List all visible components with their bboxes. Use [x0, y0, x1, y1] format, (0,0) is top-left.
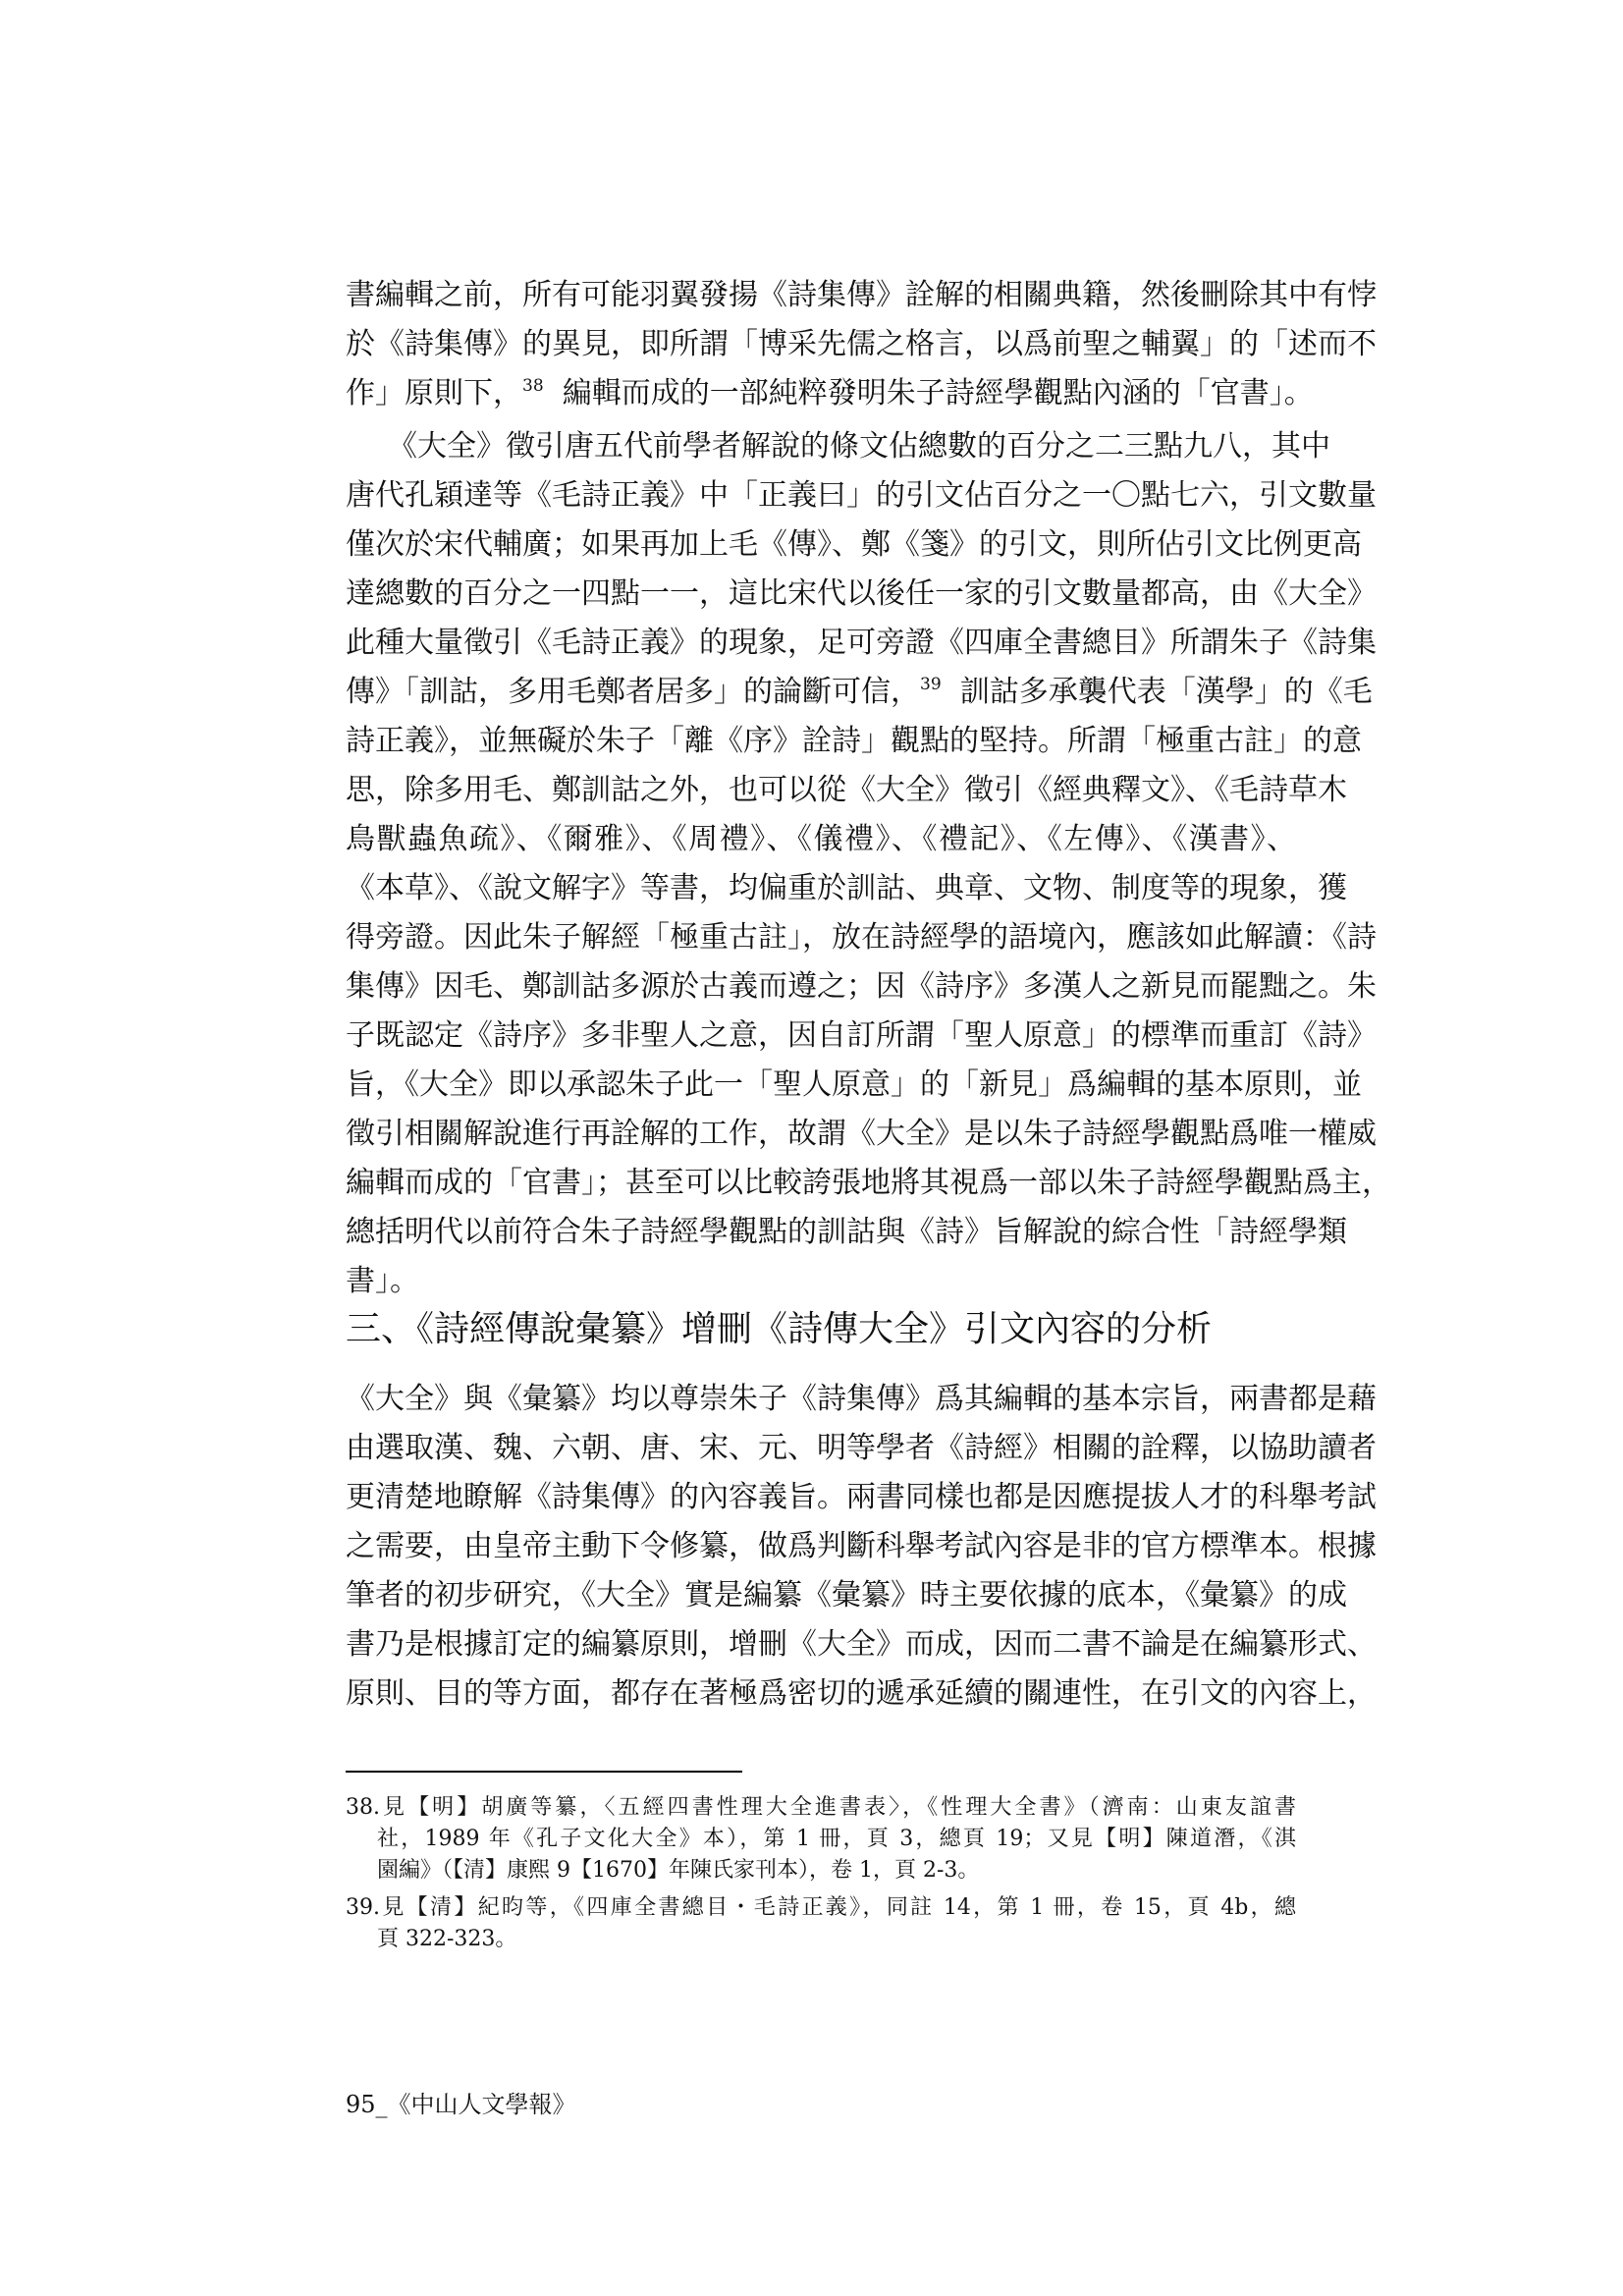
- body-line: 書」。: [346, 1264, 419, 1298]
- body-line: 編輯而成的「官書」；甚至可以比較誇張地將其視爲一部以朱子詩經學觀點爲主，: [346, 1166, 1391, 1200]
- footnote-39-line: 頁 322-323。: [377, 1927, 517, 1951]
- body-line: [346, 375, 1314, 412]
- footnote-ref-38: 38: [522, 376, 544, 396]
- footnote-39-line: 39.見【清】紀昀等，《四庫全書總目・毛詩正義》，同註 14，第 1 冊，卷 15，頁 4b，總: [346, 1895, 1296, 1920]
- body-line: 詩正義》，並無礙於朱子「離《序》詮詩」觀點的堅持。所謂「極重古註」的意: [346, 724, 1362, 758]
- body-line: 於《詩集傳》的異見，即所謂「博采先儒之格言，以爲前聖之輔翼」的「述而不: [346, 327, 1377, 361]
- body-text: 訓詁多承襲代表「漢學」的《毛: [959, 675, 1373, 709]
- body-line: 《本草》、《說文解字》等書，均偏重於訓詁、典章、文物、制度等的現象，獲: [346, 871, 1347, 905]
- footnote-38-line: 園編》（【清】康熙 9【1670】年陳氏家刊本），卷 1，頁 2-3。: [377, 1858, 980, 1883]
- body-text: 編輯而成的一部純粹發明朱子詩經學觀點內涵的「官書」。: [562, 376, 1314, 410]
- body-line: 唐代孔穎達等《毛詩正義》中「正義曰」的引文佔百分之一〇點七六，引文數量: [346, 478, 1377, 513]
- footnote-ref-39: 39: [920, 675, 942, 694]
- body-line: 書編輯之前，所有可能羽翼發揚《詩集傳》詮解的相關典籍，然後刪除其中有悖: [346, 278, 1377, 312]
- footnote-38-line: 社，1989 年《孔子文化大全》本），第 1 冊，頁 3，總頁 19；又見【明】陳道潛，《淇: [377, 1827, 1296, 1851]
- body-line: 僅次於宋代輔廣；如果再加上毛《傳》、鄭《箋》的引文，則所佔引文比例更高: [346, 527, 1362, 562]
- body-line: 由選取漢、魏、六朝、唐、宋、元、明等學者《詩經》相關的詮釋，以協助讀者: [346, 1431, 1377, 1465]
- body-line: 子既認定《詩序》多非聖人之意，因自訂所謂「聖人原意」的標準而重訂《詩》: [346, 1018, 1377, 1053]
- body-line: 此種大量徵引《毛詩正義》的現象，足可旁證《四庫全書總目》所謂朱子《詩集: [346, 626, 1377, 660]
- body-line: [346, 674, 1373, 711]
- body-line: 《大全》徵引唐五代前學者解說的條文佔總數的百分之二三點九八，其中: [388, 429, 1330, 464]
- footnote-38-line: 38.見【明】胡廣等纂，〈五經四書性理大全進書表〉，《性理大全書》（濟南：山東友誼書: [346, 1795, 1296, 1820]
- body-line: 《大全》與《彙纂》均以尊崇朱子《詩集傳》爲其編輯的基本宗旨，兩書都是藉: [346, 1382, 1377, 1416]
- body-line: 鳥獸蟲魚疏》、《爾雅》、《周禮》、《儀禮》、《禮記》、《左傳》、《漢書》、: [346, 822, 1296, 856]
- body-line: 更清楚地瞭解《詩集傳》的內容義旨。兩書同樣也都是因應提拔人才的科舉考試: [346, 1480, 1377, 1514]
- page-folio: 95_《中山人文學報》: [346, 2091, 576, 2118]
- body-line: 旨，《大全》即以承認朱子此一「聖人原意」的「新見」爲編輯的基本原則，並: [346, 1067, 1362, 1102]
- body-line: 達總數的百分之一四點一一，這比宋代以後任一家的引文數量都高，由《大全》: [346, 576, 1377, 611]
- body-line: 徵引相關解說進行再詮解的工作，故謂《大全》是以朱子詩經學觀點爲唯一權威: [346, 1117, 1377, 1151]
- body-line: 總括明代以前符合朱子詩經學觀點的訓詁與《詩》旨解說的綜合性「詩經學類: [346, 1215, 1347, 1249]
- body-line: 之需要，由皇帝主動下令修纂，做爲判斷科舉考試內容是非的官方標準本。根據: [346, 1529, 1377, 1563]
- body-line: 書乃是根據訂定的編纂原則，增刪《大全》而成，因而二書不論是在編纂形式、: [346, 1627, 1377, 1662]
- body-line: 集傳》因毛、鄭訓詁多源於古義而遵之；因《詩序》多漢人之新見而罷黜之。朱: [346, 969, 1377, 1004]
- body-text: 傳》「訓詁，多用毛鄭者居多」的論斷可信，: [346, 675, 920, 709]
- body-line: 思，除多用毛、鄭訓詁之外，也可以從《大全》徵引《經典釋文》、《毛詩草木: [346, 773, 1347, 807]
- footnote-separator: [346, 1771, 742, 1773]
- body-text: 作」原則下，: [346, 376, 522, 410]
- body-line: 筆者的初步研究，《大全》實是編纂《彙纂》時主要依據的底本，《彙纂》的成: [346, 1578, 1347, 1613]
- section-heading: 三、《詩經傳說彙纂》增刪《詩傳大全》引文內容的分析: [346, 1309, 1213, 1349]
- body-line: 原則、目的等方面，都存在著極爲密切的遞承延續的關連性，在引文的內容上，: [346, 1676, 1377, 1711]
- body-line: 得旁證。因此朱子解經「極重古註」，放在詩經學的語境內，應該如此解讀：《詩: [346, 920, 1377, 955]
